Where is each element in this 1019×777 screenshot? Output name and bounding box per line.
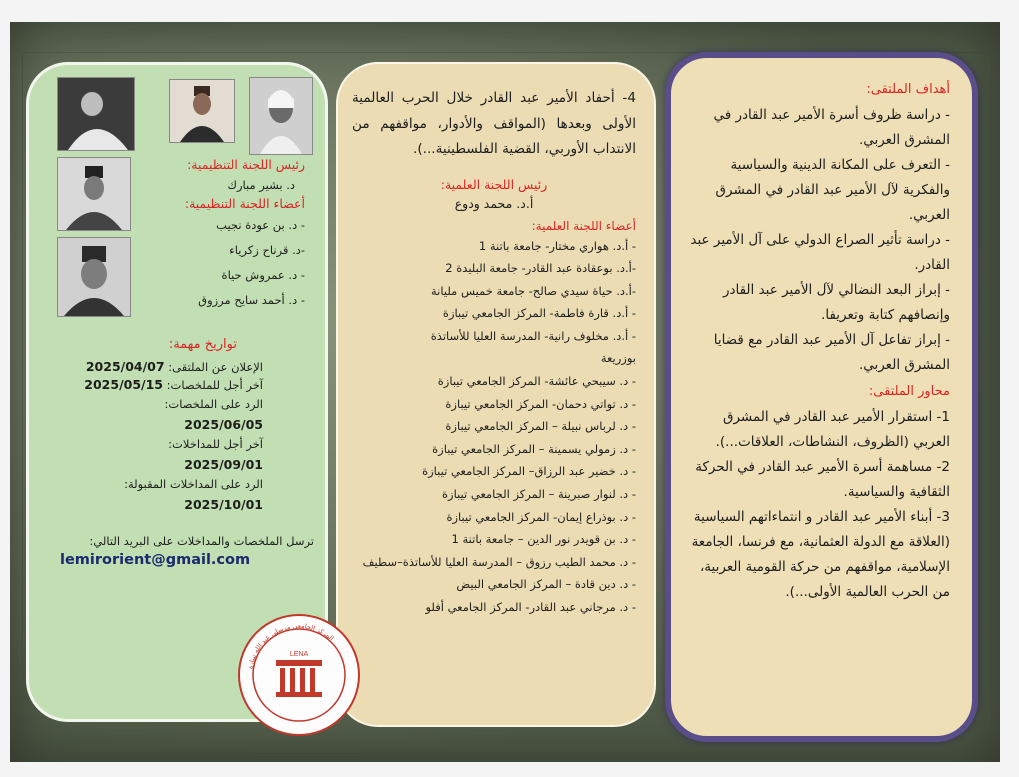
date-label: آخر أجل للمداخلات: xyxy=(168,437,263,451)
sci-member: - د. مرجاني عبد القادر- المركز الجامعي أفلو xyxy=(425,600,636,614)
org-chair-heading: رئيس اللجنة التنظيمية: xyxy=(187,157,305,172)
sci-members-list xyxy=(352,235,636,619)
dates-heading: تواريخ مهمة: xyxy=(168,337,237,352)
contact-email[interactable]: lemirorient@gmail.com xyxy=(60,552,251,568)
sci-chair-heading: رئيس اللجنة العلمية: xyxy=(440,176,548,192)
sci-member: - د. سيبحي عائشة- المركز الجامعي تيبازة xyxy=(437,374,636,389)
axis-item: 1- استقرار الأمير عبد القادر في المشرق العربي (الظروف، النشاطات، العلاقات...). xyxy=(715,409,950,450)
seal-abbr: LENA xyxy=(289,651,309,658)
axes-heading: محاور الملتقى: xyxy=(868,384,950,399)
sci-member: بوزريعة xyxy=(600,351,636,366)
org-committee-block xyxy=(125,157,305,313)
date-row xyxy=(86,359,263,374)
sci-member: -أ.د. بوعقادة عبد القادر- جامعة البليدة 2 xyxy=(445,261,636,276)
seal-text: المركز الجامعي مرسلي عبد الله تيبازة xyxy=(246,621,336,670)
org-member: - د. أحمد سايح مرزوق xyxy=(198,293,305,307)
date-row xyxy=(84,377,263,392)
sci-member: - د. تواتي دحمان- المركز الجامعي تيبازة xyxy=(445,396,636,411)
axis-item: 3- أبناء الأمير عبد القادر و انتماءاتهم السياسية (العلاقة مع الدولة العثمانية، مع فرنسا، الجامعة الإسلامية، مواقفهم من حركة القومية العربية، من الحرب العالمية الأولى...). xyxy=(691,509,950,600)
sci-member: -أ.د. حياة سيدي صالح- جامعة خميس مليانة xyxy=(431,283,636,298)
date-value: 2025/09/01 xyxy=(184,457,263,472)
sci-member: - أ.د. قارة فاطمة- المركز الجامعي تيبازة xyxy=(442,306,636,321)
sci-member: - د. لرباس نبيلة – المركز الجامعي تيبازة xyxy=(445,419,636,434)
org-member: - د. بن عودة نجيب xyxy=(216,218,305,232)
goal-item: - دراسة تأثير الصراع الدولي على آل الأمير عبد القادر. xyxy=(690,232,950,273)
date-label: الرد على المداخلات المقبولة: xyxy=(124,477,263,491)
axis-item: 2- مساهمة أسرة الأمير عبد القادر في الحركة الثقافية والسياسية. xyxy=(695,459,950,500)
sci-member: - د. لنوار صبرينة – المركز الجامعي تيبازة xyxy=(441,487,636,502)
sci-member: - د. محمد الطيب رزوق – المدرسة العليا للأساتذة–سطيف xyxy=(362,554,636,569)
sci-members-heading: أعضاء اللجنة العلمية: xyxy=(531,218,636,233)
sci-member: - أ.د. مخلوف رانية- المدرسة العليا للأساتذة xyxy=(430,328,636,343)
goal-item: - إبراز تفاعل آل الأمير عبد القادر مع قضايا المشرق العربي. xyxy=(713,332,950,373)
dates-block xyxy=(26,359,263,519)
date-value: 2025/06/05 xyxy=(184,417,263,432)
date-value-line xyxy=(184,497,263,512)
goal-item: - التعرف على المكانة الدينية والسياسية والفكرية لآل الأمير عبد القادر في المشرق العربي. xyxy=(715,157,950,223)
date-label: الرد على الملخصات: xyxy=(164,397,263,411)
date-value: 2025/10/01 xyxy=(184,497,263,512)
sci-member: - د. دين قادة – المركز الجامعي البيض xyxy=(456,577,636,592)
date-label: الإعلان عن الملتقى: xyxy=(168,360,263,374)
sci-member: - أ.د. هواري مختار- جامعة باتنة 1 xyxy=(478,238,636,253)
sci-chair-name: أ.د. محمد ودوع xyxy=(454,195,534,211)
university-seal xyxy=(236,612,362,738)
sci-member: - د. بوذراع إيمان- المركز الجامعي تيبازة xyxy=(446,509,636,524)
date-value: 2025/04/07 xyxy=(85,359,165,374)
goal-item: - إبراز البعد النضالي لآل الأمير عبد القادر وإنصافهم كتابة وتعريفا. xyxy=(722,282,950,323)
portrait-photo xyxy=(57,237,131,317)
date-value: 2025/05/15 xyxy=(84,377,163,392)
goals-heading: أهداف الملتقى: xyxy=(866,82,950,97)
portrait-photo xyxy=(169,79,235,143)
sci-member: - د. زمولي يسمينة – المركز الجامعي تيبازة xyxy=(432,441,636,456)
org-chair-name: د. بشير مبارك xyxy=(227,178,295,192)
email-instruction: ترسل الملخصات والمداخلات على البريد التالي: xyxy=(89,534,314,548)
date-value-line xyxy=(184,457,263,472)
sci-member: - د. بن قويدر نور الدين – جامعة باتنة 1 xyxy=(451,532,636,547)
org-member: - د. عمروش حياة xyxy=(221,268,305,282)
portrait-photo xyxy=(249,77,313,155)
date-value-line xyxy=(184,417,263,432)
goal-item: - دراسة ظروف أسرة الأمير عبد القادر في المشرق العربي. xyxy=(713,107,950,148)
scientific-committee-panel xyxy=(336,62,656,727)
org-members-heading: أعضاء اللجنة التنظيمية: xyxy=(184,196,305,211)
sci-member: - د. خضير عبد الرزاق– المركز الجامعي تيبازة xyxy=(422,464,636,479)
goals-panel xyxy=(665,52,978,742)
date-label: آخر أجل للملخصات: xyxy=(166,378,263,392)
portrait-photo xyxy=(57,77,135,151)
portrait-photo xyxy=(57,157,131,231)
org-member: -د. قرناح زكرياء xyxy=(229,243,305,257)
axis-four: 4- أحفاد الأمير عبد القادر خلال الحرب العالمية الأولى وبعدها (المواقف والأدوار، مواقفهم من الانتداب الأوربي، القضية الفلسطينية...). xyxy=(352,90,636,157)
